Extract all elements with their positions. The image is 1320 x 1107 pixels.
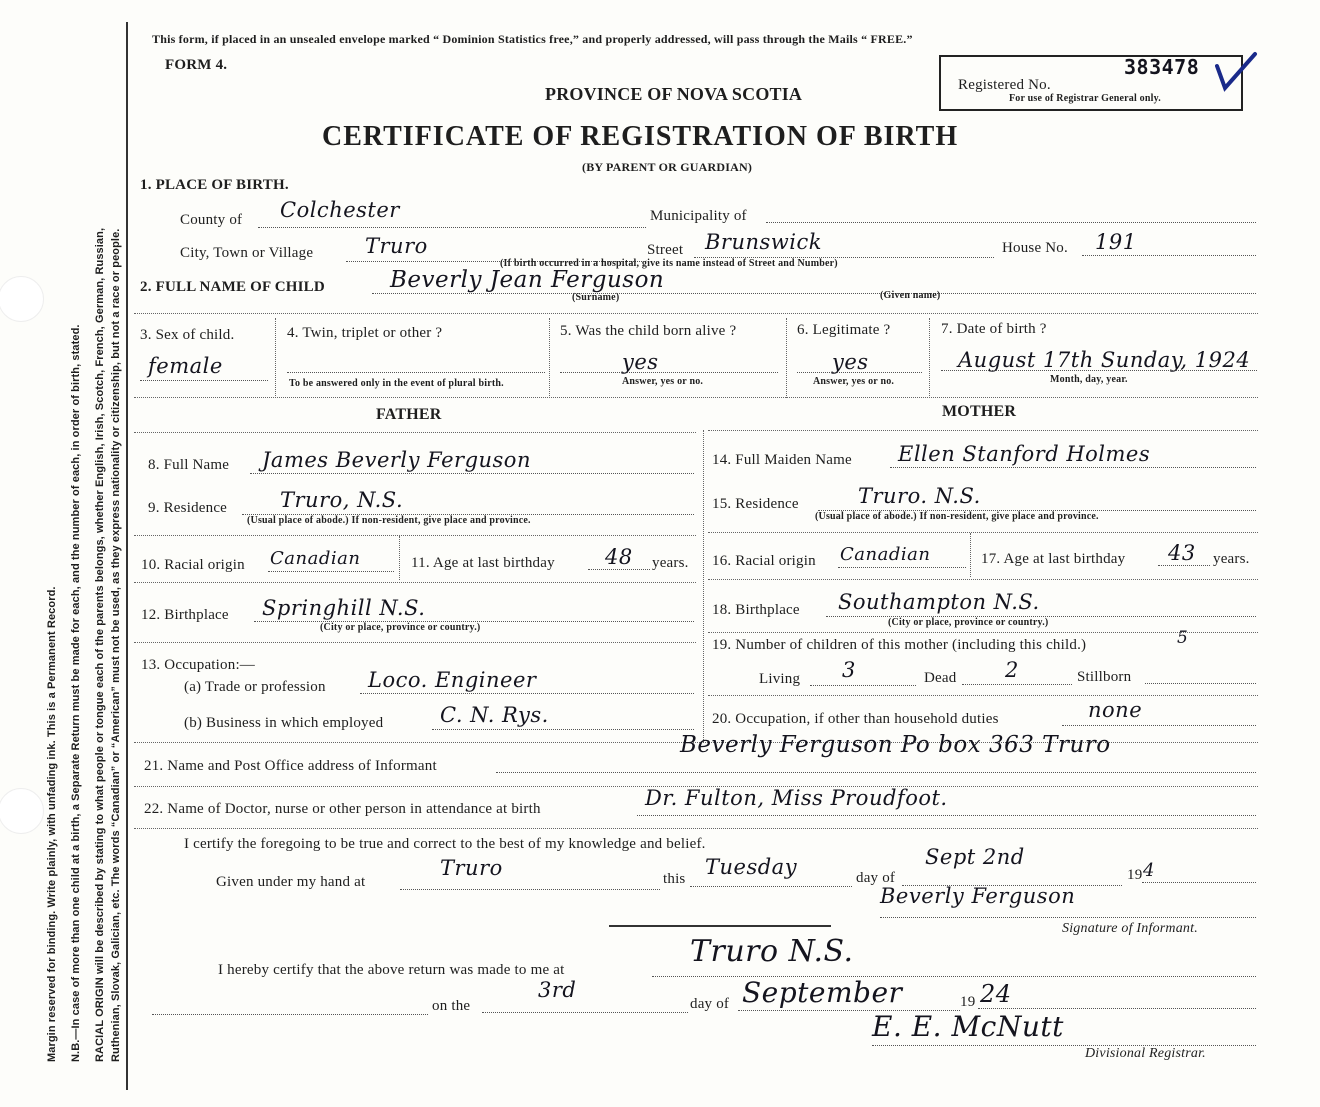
mother-rule-2 [708, 579, 1258, 580]
mother-rule-1 [708, 532, 1258, 533]
margin-note-4: Ruthenian, Slovak, Galician, etc. The words “Canadian” or “American” must not be used, as they express nationality or citizenship, but not a race or people. [110, 228, 122, 1062]
informant-label: 21. Name and Post Office address of Informant [144, 758, 437, 774]
binding-hole-top [0, 276, 44, 322]
county-label: County of [180, 212, 243, 228]
father-age-value: 48 [605, 545, 633, 569]
registrar-left-line [152, 1014, 428, 1015]
mother-age-line [1158, 565, 1210, 566]
registrar-year-prefix: 19 [960, 994, 976, 1010]
on-the-value: 3rd [538, 978, 577, 1002]
mother-birthplace-label: 18. Birthplace [712, 602, 800, 618]
on-the-label: on the [432, 998, 471, 1014]
registrar-month-value: September [742, 976, 903, 1009]
father-trade-label: (a) Trade or profession [184, 679, 326, 695]
father-business-label: (b) Business in which employed [184, 715, 384, 731]
child-name-value: Beverly Jean Ferguson [390, 267, 665, 293]
street-note: (If birth occurred in a hospital, give its name instead of Street and Number) [500, 258, 838, 269]
house-number-label: House No. [1002, 240, 1068, 256]
dead-label: Dead [924, 670, 957, 686]
mother-divider-16-17 [970, 533, 971, 577]
form-number: FORM 4. [165, 57, 228, 73]
dob-line [941, 370, 1257, 371]
registered-number: 383478 [1124, 55, 1200, 79]
informant-signature: Beverly Ferguson [880, 884, 1076, 908]
certify-year-line [1142, 882, 1256, 883]
dob-value: August 17th Sunday, 1924 [958, 348, 1251, 372]
divider-5-6 [786, 318, 787, 398]
mother-occupation-line [1062, 725, 1256, 726]
given-place-line [400, 889, 660, 890]
father-age-label: 11. Age at last birthday [411, 555, 555, 571]
twin-label: 4. Twin, triplet or other ? [287, 325, 443, 341]
father-divider-10-11 [399, 536, 400, 580]
mother-residence-label: 15. Residence [712, 496, 799, 512]
certify-statement: I certify the foregoing to be true and correct to the best of my knowledge and belief. [184, 836, 706, 852]
rule-under-name [134, 313, 1258, 314]
father-race-label: 10. Racial origin [141, 557, 245, 573]
mother-heading: MOTHER [942, 403, 1017, 420]
mother-birthplace-value: Southampton N.S. [838, 590, 1040, 614]
registered-label: Registered No. [958, 77, 1051, 93]
margin-note-3: RACIAL ORIGIN will be described by stating to what people or tongue each of the parents belongs, whether English, Irish, Scotch, French, German, Russian, [94, 227, 106, 1062]
registrar-year-line [978, 1008, 1256, 1009]
house-number-value: 191 [1095, 230, 1137, 254]
this-label: this [663, 871, 686, 887]
mother-rule-4 [708, 695, 1258, 696]
house-number-line [1082, 255, 1256, 256]
mother-children-value: 5 [1177, 628, 1189, 648]
doctor-line [637, 815, 1256, 816]
certify-year-prefix: 19 [1127, 867, 1143, 883]
father-trade-value: Loco. Engineer [368, 668, 537, 692]
doctor-label: 22. Name of Doctor, nurse or other person in attendance at birth [144, 801, 541, 817]
municipality-label: Municipality of [650, 208, 747, 224]
mother-age-value: 43 [1168, 541, 1196, 565]
mother-name-label: 14. Full Maiden Name [712, 452, 852, 468]
informant-line [496, 772, 1256, 773]
father-name-line [250, 473, 694, 474]
margin-note-2: N.B.—In case of more than one child at a birth, a Separate Return must be made for each, and the number of each, in order of birth, stated. [70, 324, 82, 1062]
margin-note-1: Margin reserved for binding. Write plainly, with unfading ink. This is a Permanent Record. [46, 586, 58, 1062]
legitimate-line [797, 372, 922, 373]
municipality-line [766, 222, 1256, 223]
rule-under-mother-heading [708, 430, 1258, 431]
alive-label: 5. Was the child born alive ? [560, 323, 737, 339]
father-birthplace-label: 12. Birthplace [141, 607, 229, 623]
mother-residence-note: (Usual place of abode.) If non-resident, give place and province. [815, 511, 1099, 522]
child-name-label: 2. FULL NAME OF CHILD [140, 279, 325, 295]
given-name-note: (Given name) [880, 290, 941, 301]
legitimate-label: 6. Legitimate ? [797, 322, 891, 338]
county-value: Colchester [280, 198, 400, 222]
divider-4-5 [549, 318, 550, 398]
twin-line [287, 372, 545, 373]
mother-age-label: 17. Age at last birthday [981, 551, 1126, 567]
mother-occupation-label: 20. Occupation, if other than household duties [712, 711, 999, 727]
father-business-line [432, 729, 694, 730]
mother-name-line [890, 467, 1256, 468]
certificate-subtitle: (BY PARENT OR GUARDIAN) [582, 160, 753, 174]
mother-children-label: 19. Number of children of this mother (including this child.) [712, 637, 1087, 653]
father-heading: FATHER [376, 406, 442, 423]
certify-divider [609, 925, 831, 927]
father-name-value: James Beverly Ferguson [262, 448, 531, 472]
sex-label: 3. Sex of child. [140, 327, 235, 343]
living-value: 3 [842, 658, 856, 682]
registrar-day-of-label: day of [690, 996, 730, 1012]
father-trade-line [360, 693, 694, 694]
divider-6-7 [929, 318, 930, 398]
mother-race-label: 16. Racial origin [712, 553, 816, 569]
father-residence-note: (Usual place of abode.) If non-resident, give place and province. [247, 515, 531, 526]
father-occupation-label: 13. Occupation:— [141, 657, 256, 673]
dead-line [962, 684, 1072, 685]
on-the-line [482, 1012, 688, 1013]
given-label: Given under my hand at [216, 874, 366, 890]
father-rule-1 [134, 535, 696, 536]
given-place-value: Truro [440, 856, 503, 880]
informant-value: Beverly Ferguson Po box 363 Truro [680, 732, 1111, 758]
dob-label: 7. Date of birth ? [941, 321, 1047, 337]
sex-line [140, 380, 268, 381]
city-value: Truro [365, 234, 428, 258]
city-label: City, Town or Village [180, 245, 314, 261]
county-line [258, 227, 646, 228]
mother-residence-value: Truro. N.S. [858, 484, 981, 508]
rule-under-father-heading [134, 432, 696, 433]
parents-divider [703, 430, 704, 742]
father-age-line [588, 569, 650, 570]
certificate-title: CERTIFICATE OF REGISTRATION OF BIRTH [322, 121, 959, 152]
registrar-place-value: Truro N.S. [690, 934, 854, 969]
check-mark-icon [1215, 48, 1275, 108]
legitimate-note: Answer, yes or no. [813, 376, 895, 387]
mother-rule-3 [708, 632, 1258, 633]
alive-value: yes [622, 350, 659, 374]
certify-year-suffix: 4 [1143, 860, 1155, 881]
father-birthplace-note: (City or place, province or country.) [320, 622, 481, 633]
informant-signature-line [880, 917, 1256, 918]
binding-hole-bottom [0, 788, 44, 834]
mail-notice: This form, if placed in an unsealed envelope marked “ Dominion Statistics free,” and properly addressed, will pass through the Mails “ FREE.” [152, 32, 913, 46]
father-name-label: 8. Full Name [148, 457, 230, 473]
father-rule-3 [134, 642, 696, 643]
father-birthplace-value: Springhill N.S. [262, 596, 426, 620]
place-of-birth-heading: 1. PLACE OF BIRTH. [140, 177, 289, 193]
mother-name-value: Ellen Stanford Holmes [898, 442, 1151, 466]
father-age-unit: years. [652, 555, 689, 571]
living-line [810, 685, 916, 686]
mother-birthplace-note: (City or place, province or country.) [888, 617, 1049, 628]
dob-note: Month, day, year. [1050, 374, 1128, 385]
living-label: Living [759, 671, 801, 687]
dead-value: 2 [1005, 658, 1019, 682]
stillborn-line [1145, 683, 1256, 684]
stillborn-label: Stillborn [1077, 669, 1132, 685]
registered-number-box [939, 55, 1243, 111]
registrar-note: For use of Registrar General only. [1009, 93, 1161, 104]
father-race-line [268, 571, 394, 572]
alive-note: Answer, yes or no. [622, 376, 704, 387]
father-rule-2 [134, 582, 696, 583]
registrar-signature: E. E. McNutt [872, 1010, 1064, 1043]
surname-note: (Surname) [572, 292, 620, 303]
legitimate-value: yes [832, 350, 869, 374]
registrar-caption: Divisional Registrar. [1085, 1046, 1206, 1061]
rule-under-row-3-7 [134, 397, 1258, 398]
certify-day-of-label: day of [856, 870, 896, 886]
certify-day-of-value: Sept 2nd [925, 845, 1025, 869]
signature-caption: Signature of Informant. [1062, 921, 1198, 936]
street-label: Street [647, 242, 684, 258]
registrar-statement: I hereby certify that the above return was made to me at [218, 962, 565, 978]
margin-rule [126, 22, 128, 1090]
child-name-line [372, 293, 1256, 294]
sex-value: female [148, 354, 223, 378]
father-business-value: C. N. Rys. [440, 703, 549, 727]
rule-under-doctor [134, 828, 1258, 829]
this-line [690, 886, 852, 887]
alive-line [560, 372, 778, 373]
province-heading: PROVINCE OF NOVA SCOTIA [545, 84, 803, 104]
mother-age-unit: years. [1213, 551, 1250, 567]
father-race-value: Canadian [270, 548, 361, 569]
father-residence-value: Truro, N.S. [280, 488, 404, 512]
street-value: Brunswick [705, 230, 822, 254]
twin-note: To be answered only in the event of plural birth. [289, 378, 504, 389]
mother-occupation-value: none [1088, 698, 1143, 722]
mother-race-line [838, 567, 966, 568]
registrar-year-suffix: 24 [980, 980, 1012, 1008]
divider-3-4 [275, 318, 276, 398]
father-residence-label: 9. Residence [148, 500, 228, 516]
mother-race-value: Canadian [840, 544, 931, 565]
this-value: Tuesday [705, 855, 798, 879]
doctor-value: Dr. Fulton, Miss Proudfoot. [645, 786, 948, 810]
